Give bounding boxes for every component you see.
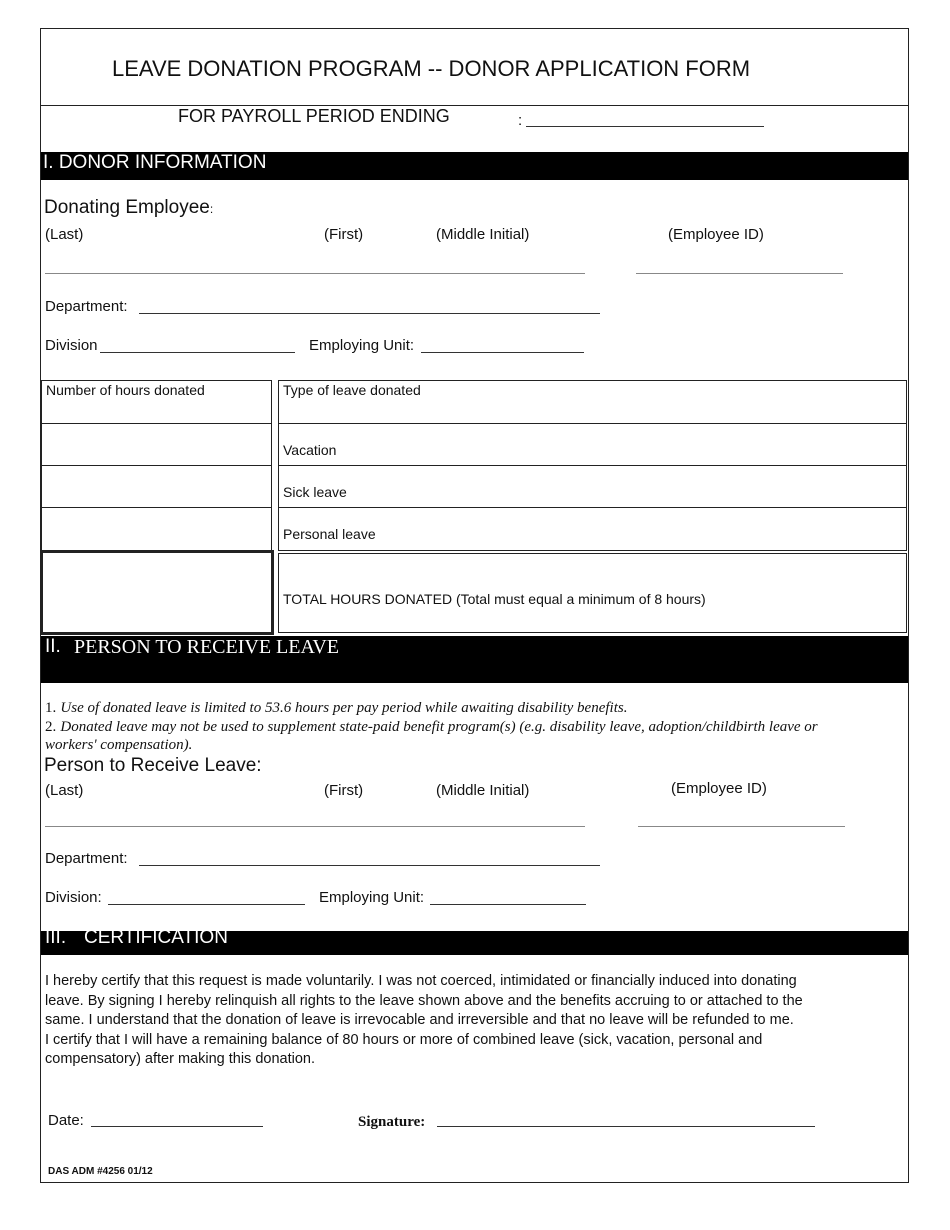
personal-leave-hours-input[interactable]: [41, 507, 272, 551]
recipient-division-label: Division:: [45, 889, 102, 906]
sick-leave-type-cell: Sick leave: [278, 465, 907, 508]
donor-heading: Donating Employee:: [44, 197, 214, 218]
donor-department-field[interactable]: [139, 313, 600, 314]
donor-division-label: Division: [45, 337, 98, 354]
donor-middle-label: (Middle Initial): [436, 226, 530, 243]
donor-employee-id-label: (Employee ID): [668, 226, 764, 243]
personal-leave-type-cell: Personal leave: [278, 507, 907, 551]
section-3-numeral: III.: [45, 927, 67, 948]
type-header-cell: Type of leave donated: [278, 380, 907, 424]
total-hours-label-cell: TOTAL HOURS DONATED (Total must equal a minimum of 8 hours): [278, 553, 907, 633]
section-3-title: CERTIFICATION: [84, 927, 228, 948]
signature-label: Signature:: [358, 1114, 426, 1130]
donor-employee-id-field[interactable]: [636, 273, 843, 274]
recipient-last-label: (Last): [45, 782, 84, 799]
payroll-period-colon: :: [518, 112, 523, 129]
donor-last-label: (Last): [45, 226, 84, 243]
section-2-title: PERSON TO RECEIVE LEAVE: [74, 636, 340, 658]
hours-header-cell: Number of hours donated: [41, 380, 272, 424]
form-title: LEAVE DONATION PROGRAM -- DONOR APPLICATION FORM: [112, 56, 751, 81]
total-hours-input[interactable]: [40, 550, 274, 635]
donor-name-field[interactable]: [45, 273, 585, 274]
section-2-header: [41, 636, 908, 683]
sick-leave-hours-input[interactable]: [41, 465, 272, 508]
recipient-department-field[interactable]: [139, 865, 600, 866]
recipient-employee-id-field[interactable]: [638, 826, 845, 827]
section-1-title: I. DONOR INFORMATION: [43, 152, 267, 173]
recipient-first-label: (First): [324, 782, 364, 799]
date-field[interactable]: [91, 1126, 263, 1127]
section-2-numeral: II.: [45, 636, 61, 657]
recipient-department-label: Department:: [45, 850, 128, 867]
note-1: 1. Use of donated leave is limited to 53.6 hours per pay period while awaiting disability benefits.: [45, 700, 628, 716]
recipient-name-field[interactable]: [45, 826, 585, 827]
title-divider: [41, 105, 908, 106]
payroll-period-label: FOR PAYROLL PERIOD ENDING: [178, 106, 450, 126]
section-1-header: [41, 152, 908, 180]
note-2-continued: workers' compensation).: [45, 737, 193, 753]
form-code: DAS ADM #4256 01/12: [48, 1166, 153, 1177]
section-3-header: [41, 927, 908, 955]
recipient-employing-unit-label: Employing Unit:: [319, 889, 425, 906]
donor-employing-unit-field[interactable]: [421, 352, 584, 353]
donor-department-label: Department:: [45, 298, 128, 315]
certification-statement: I hereby certify that this request is made voluntarily. I was not coerced, intimidated or financially induced into donating leave. By signing I hereby relinquish all rights to the leave shown above and the benefits accruing to or attached to the same. I understand that the donation of leave is irrevocable and irreversible and that no leave will be refunded to me. I certify that I will have a remaining balance of 80 hours or more of combined leave (sick, vacation, personal and compensatory) after making this donation.: [45, 973, 803, 1068]
vacation-hours-input[interactable]: [41, 423, 272, 466]
donor-division-field[interactable]: [100, 352, 295, 353]
note-2: 2. Donated leave may not be used to supplement state-paid benefit program(s) (e.g. disability leave, adoption/childbirth leave or: [45, 719, 818, 735]
donor-employing-unit-label: Employing Unit:: [309, 337, 415, 354]
recipient-division-field[interactable]: [108, 904, 305, 905]
payroll-period-field[interactable]: [526, 126, 764, 127]
recipient-employee-id-label: (Employee ID): [671, 780, 767, 797]
vacation-type-cell: Vacation: [278, 423, 907, 466]
donor-first-label: (First): [324, 226, 364, 243]
recipient-heading: Person to Receive Leave:: [44, 755, 262, 776]
recipient-employing-unit-field[interactable]: [430, 904, 586, 905]
recipient-middle-label: (Middle Initial): [436, 782, 530, 799]
signature-field[interactable]: [437, 1126, 815, 1127]
date-label: Date:: [48, 1112, 84, 1129]
